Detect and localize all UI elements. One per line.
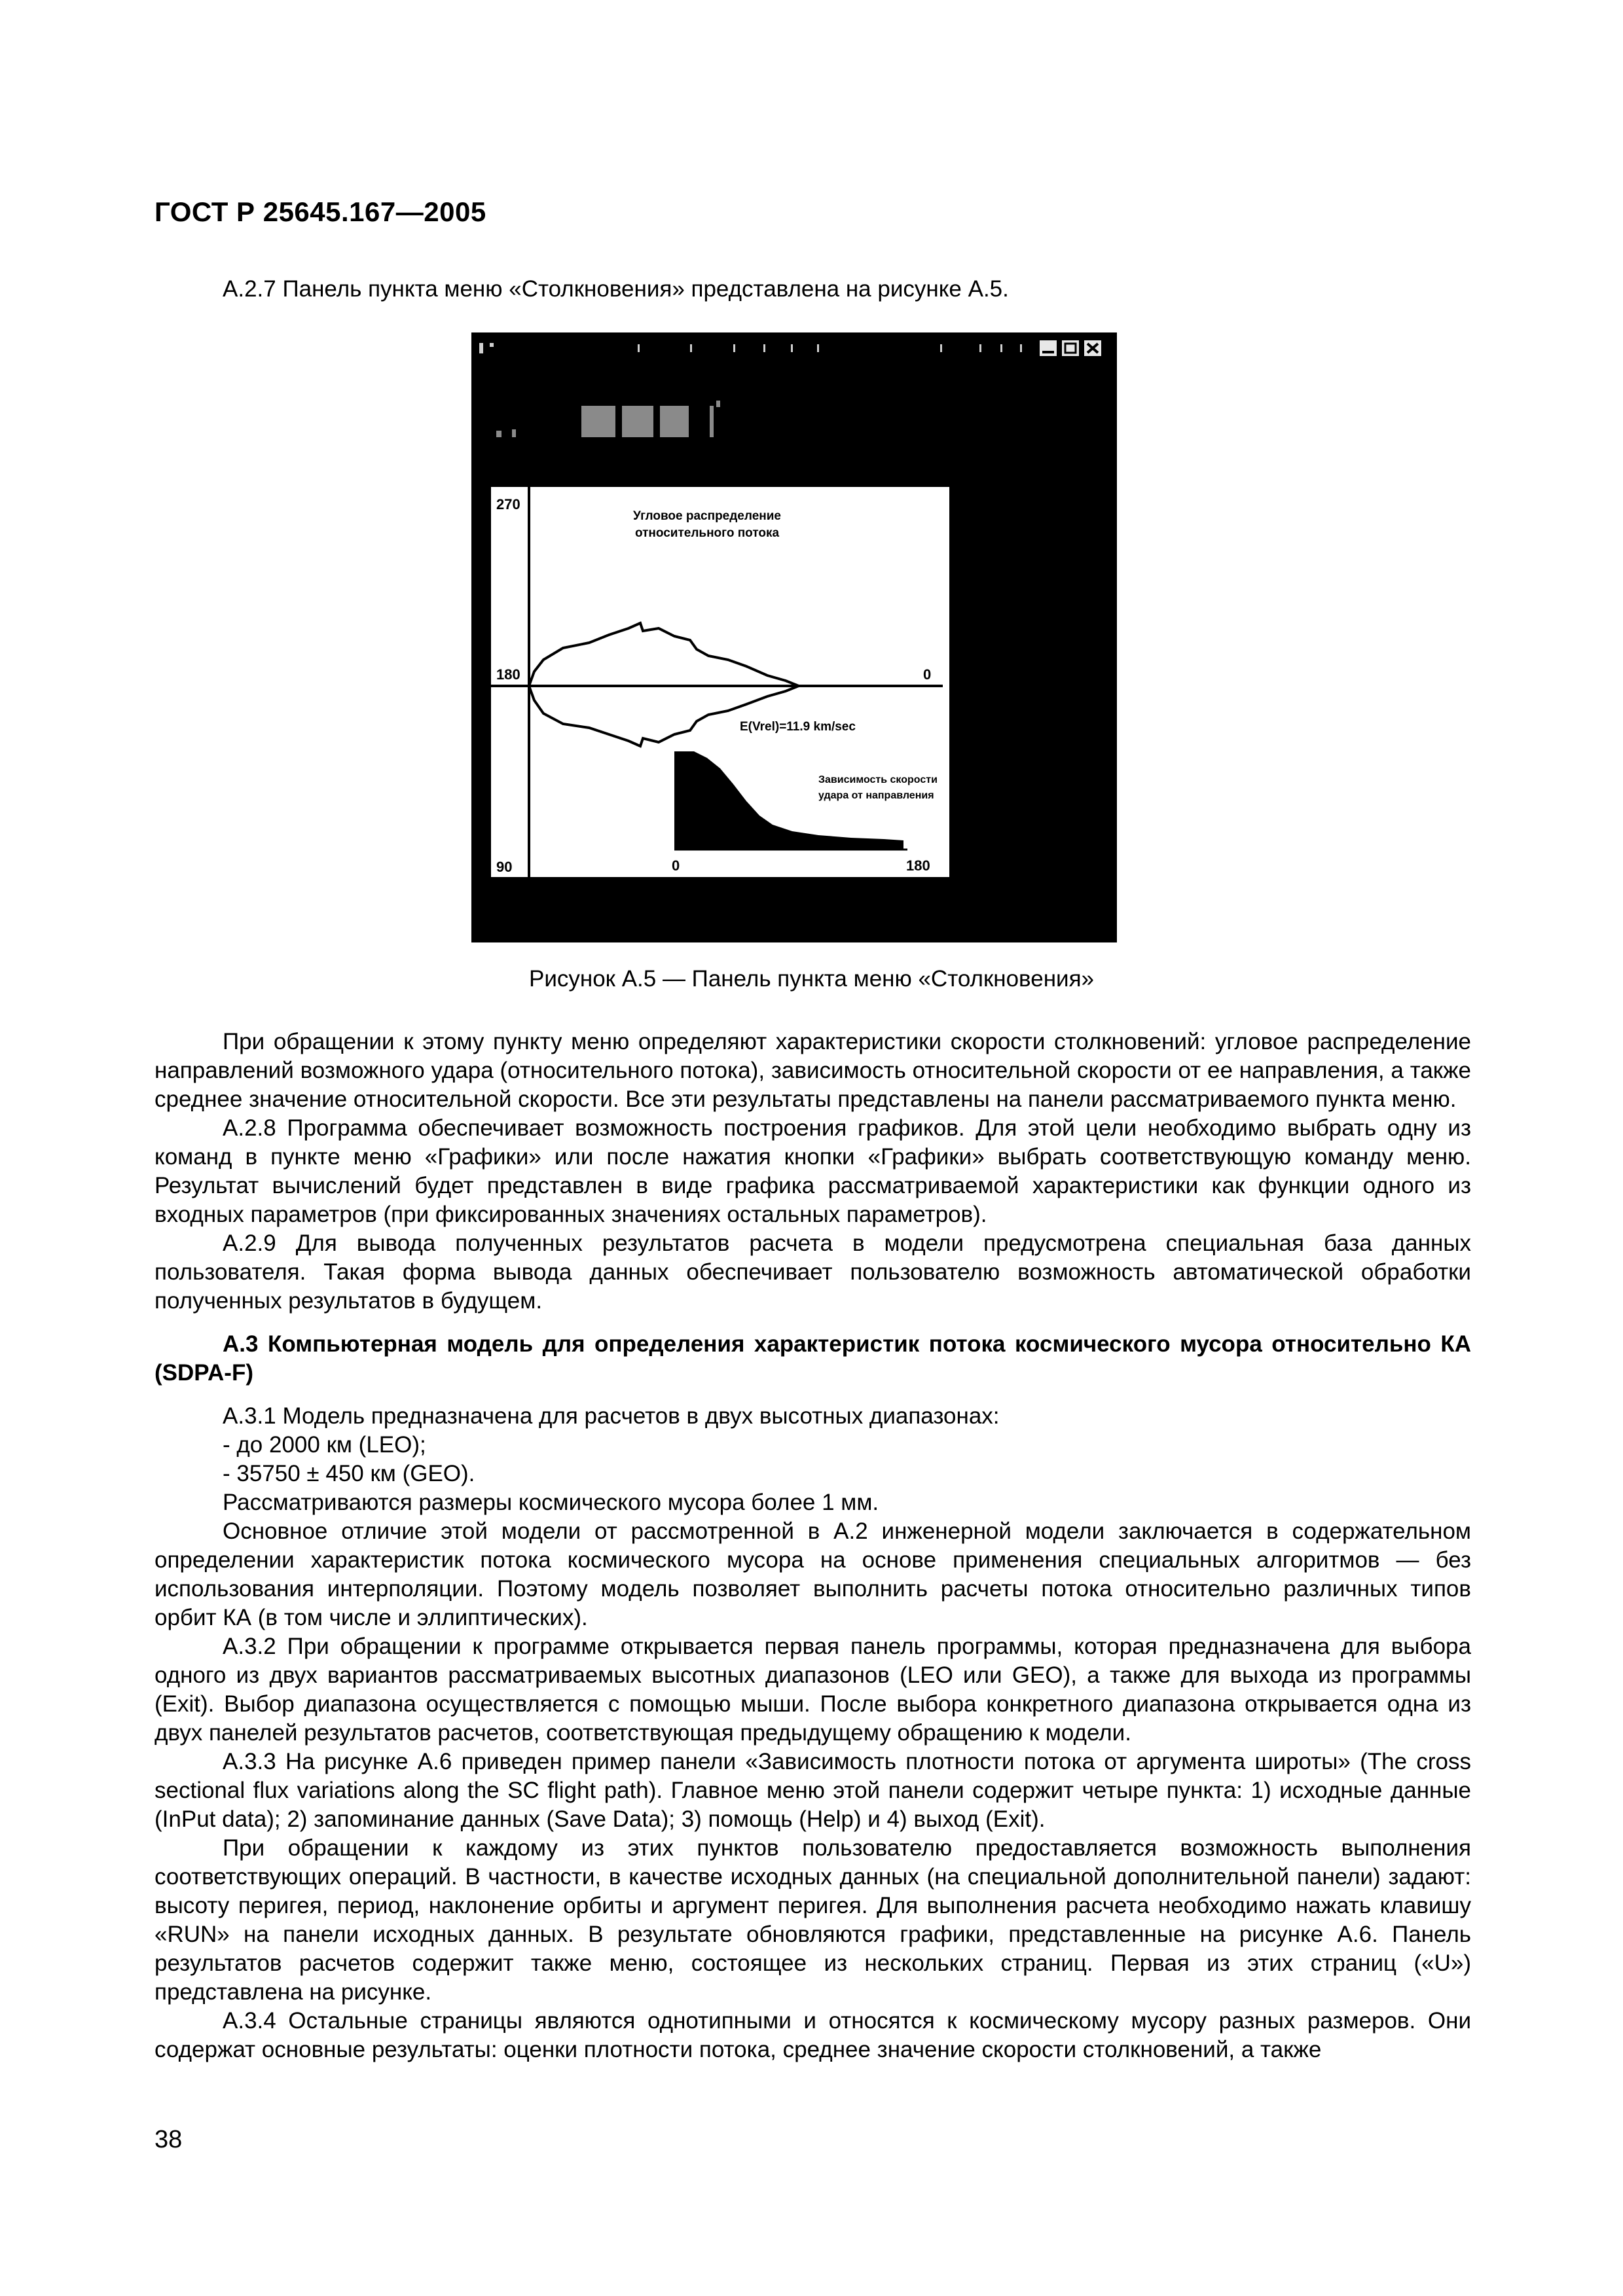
intro-paragraph [155, 275, 1471, 304]
standard-header: ГОСТ Р 25645.167—2005 [155, 196, 486, 227]
plot-title-line2: относительного потока [634, 526, 780, 540]
body-text [155, 1028, 1471, 2064]
figure-caption: Рисунок А.5 — Панель пункта меню «Столкновения» [528, 966, 1095, 992]
paragraph: А.2.9 Для вывода полученных результатов расчета в модели предусмотрена специальная база данных пользователя. Такая форма вывода данных обеспечивает пользователю возможность автоматической обработки полученных результатов в будущем. [155, 1230, 1471, 1314]
panel-heading-glyphs [496, 401, 720, 437]
paragraph: А.3.2 При обращении к программе открывается первая панель программы, которая предназначена для выбора одного из двух вариантов рассматриваемых высотных диапазонов (LEO или GEO), а также для выхода из программы (Exit). Выбор диапазона осуществляется с помощью мыши. После выбора конкретного диапазона открывается одна из двух панелей результатов расчетов, соответствующая предыдущему обращению к модели. [155, 1634, 1471, 1746]
list-item: - 35750 ± 450 км (GEO). [223, 1461, 475, 1486]
panel-screenshot [471, 332, 1117, 942]
plot-title-line1: Угловое распределение [633, 509, 781, 523]
inset-x-min: 0 [672, 857, 680, 874]
section-heading: А.3 Компьютерная модель для определения характеристик потока космического мусора относительно КА (SDPA-F) [155, 1331, 1471, 1386]
inset-x-max: 180 [906, 857, 930, 874]
page-number: 38 [155, 2126, 183, 2153]
maximize-icon[interactable] [1062, 340, 1079, 356]
paragraph: А.2.7 Панель пункта меню «Столкновения» представлена на рисунке А.5. [223, 276, 1009, 302]
paragraph: А.3.1 Модель предназначена для расчетов в двух высотных диапазонах: [223, 1403, 1000, 1429]
paragraph: При обращении к этому пункту меню определяют характеристики скорости столкновений: угловое распределение направлений возможного удара (относительного потока), зависимость относительной скорости от ее направления, а также среднее значение относительной скорости. Все эти результаты представлены на панели рассматриваемого пункта меню. [155, 1029, 1471, 1112]
paragraph: При обращении к каждому из этих пунктов пользователю предоставляется возможность выполнения соответствующих операций. В частности, в качестве исходных данных (на специальной дополнительной панели) задают: высоту перигея, период, наклонение орбиты и аргумент перигея. Для выполнения расчета необходимо нажать клавишу «RUN» на панели исходных данных. В результате обновляются графики, представленные на рисунке А.6. Панель результатов расчетов содержит также меню, состоящее из нескольких страниц. Первая из этих страниц («U») представлена на рисунке. [155, 1835, 1471, 2005]
paragraph: А.2.8 Программа обеспечивает возможность построения графиков. Для этой цели необходимо выбрать одну из команд в пункте меню «Графики» или после нажатия кнопки «Графики» выбрать соответствующую команду меню. Результат вычислений будет представлен в виде графика рассматриваемой характеристики как функции одного из входных параметров (при фиксированных значениях остальных параметров). [155, 1115, 1471, 1227]
paragraph: А.3.3 На рисунке А.6 приведен пример панели «Зависимость плотности потока от аргумента широты» (The cross sectional flux variations along the SC flight path). Главное меню этой панели содержит четыре пункта: 1) исходные данные (InPut data); 2) запоминание данных (Save Data); 3) помощь (Help) и 4) выход (Exit). [155, 1749, 1471, 1832]
inset-title-line1: Зависимость скорости [818, 774, 938, 785]
label-180: 180 [496, 666, 520, 683]
figure-a5-panel [471, 332, 1117, 942]
label-0: 0 [923, 666, 932, 683]
list-item: - до 2000 км (LEO); [223, 1432, 426, 1458]
label-270: 270 [496, 496, 520, 512]
mean-speed-label: E(Vrel)=11.9 km/sec [740, 720, 856, 734]
paragraph: Основное отличие этой модели от рассмотренной в А.2 инженерной модели заключается в содержательном определении характеристик потока космического мусора на основе применения специальных алгоритмов — без использования интерполяции. Поэтому модель позволяет выполнить расчеты потока относительно различных типов орбит КА (в том числе и эллиптических). [155, 1518, 1471, 1630]
inset-title-line2: удара от направления [818, 790, 934, 801]
paragraph: Рассматриваются размеры космического мусора более 1 мм. [223, 1490, 879, 1515]
paragraph: А.3.4 Остальные страницы являются однотипными и относятся к космическому мусору разных размеров. Они содержат основные результаты: оценки плотности потока, среднее значение скорости столкновений, а также [155, 2008, 1471, 2062]
minimize-icon[interactable] [1040, 340, 1057, 356]
label-90: 90 [496, 859, 513, 875]
close-icon[interactable] [1084, 340, 1101, 356]
title-bar [479, 343, 1022, 353]
